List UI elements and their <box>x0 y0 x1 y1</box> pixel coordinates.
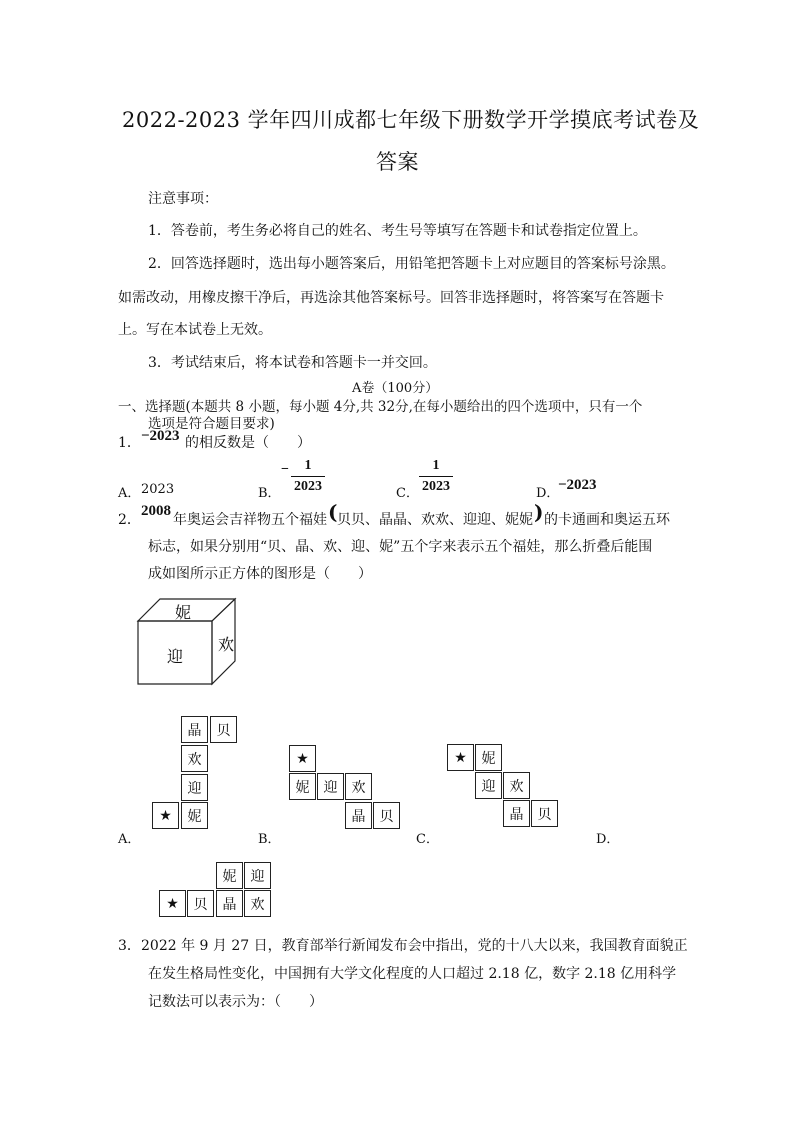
q2-close-paren: ) <box>534 500 544 524</box>
net-b-cell: 晶 <box>345 802 372 829</box>
notice-item-2-line1: 2．回答选择题时，选出每小题答案后，用铅笔把答题卡上对应题目的答案标号涂黑。 <box>148 256 675 272</box>
notice-item-1: 1．答卷前，考生务必将自己的姓名、考生号等填写在答题卡和试卷指定位置上。 <box>148 223 647 239</box>
q3-number: 3． <box>118 938 141 954</box>
notice-heading: 注意事项： <box>148 191 218 207</box>
cube-front-label: 迎 <box>167 647 184 666</box>
net-c-cell: 贝 <box>531 800 558 827</box>
net-b-label: B． <box>258 832 281 847</box>
q1-expression: −2023 <box>141 428 180 444</box>
net-a-cell: 妮 <box>181 802 208 829</box>
net-b-cell: 迎 <box>317 773 344 800</box>
q2-number: 2． <box>118 512 141 528</box>
net-d-cell: 贝 <box>187 890 214 917</box>
section-heading-line2: 选项是符合题目要求) <box>148 416 275 432</box>
net-d-cell: 迎 <box>244 862 271 889</box>
q1-option-b-fraction <box>291 458 325 495</box>
notice-item-3: 3．考试结束后，将本试卷和答题卡一并交回。 <box>148 355 437 371</box>
notice-item-2-line2: 如需改动，用橡皮擦干净后，再选涂其他答案标号。回答非选择题时，将答案写在答题卡 <box>118 290 664 306</box>
notice-item-2-line3: 上。写在本试卷上无效。 <box>118 322 272 338</box>
q3-line3: 记数法可以表示为：（ ） <box>148 994 323 1010</box>
cube-right-label: 欢 <box>218 635 235 654</box>
net-a-label: A． <box>118 832 141 847</box>
q1-option-a-label: A． <box>118 486 141 501</box>
fraction-denominator: 2023 <box>294 479 322 494</box>
q2-year: 2008 <box>141 503 171 519</box>
net-d-label: D． <box>596 832 620 847</box>
net-a-cell: 贝 <box>210 716 237 743</box>
net-a-cell: 迎 <box>181 774 208 801</box>
volume-a-heading: A卷（100分） <box>352 381 439 396</box>
q2-text-paren: 贝贝、晶晶、欢欢、迎迎、妮妮 <box>337 512 533 528</box>
q1-option-b-sign: − <box>281 462 289 477</box>
q1-option-c-label: C． <box>396 486 419 501</box>
net-d-star-cell: ★ <box>159 890 186 917</box>
q1-number: 1． <box>118 435 141 451</box>
net-b-cell: 妮 <box>289 773 316 800</box>
net-b-cell: 欢 <box>345 773 372 800</box>
net-a-star-cell: ★ <box>152 802 179 829</box>
net-b-star-cell: ★ <box>289 745 316 772</box>
q1-text: 的相反数是（ ） <box>185 435 311 451</box>
net-c-cell: 晶 <box>503 800 530 827</box>
fraction-bar <box>419 476 453 477</box>
net-c-cell: 欢 <box>503 772 530 799</box>
q1-option-d-value: −2023 <box>558 477 597 493</box>
fraction-numerator: 1 <box>432 458 440 473</box>
net-c-label: C． <box>416 832 439 847</box>
q3-line2: 在发生格局性变化，中国拥有大学文化程度的人口超过 2.18 亿，数字 2.18 亿用科学 <box>148 966 677 982</box>
q2-line3: 成如图所示正方体的图形是（ ） <box>148 566 372 582</box>
net-c-cell: 迎 <box>475 772 502 799</box>
net-d-cell: 晶 <box>216 890 243 917</box>
q3-line1: 2022 年 9 月 27 日，教育部举行新闻发布会中指出，党的十八大以来，我国教育面貌正 <box>141 938 688 954</box>
q2-open-paren: ( <box>328 500 338 524</box>
net-c-star-cell: ★ <box>447 744 474 771</box>
fraction-denominator: 2023 <box>422 479 450 494</box>
net-d-cell: 妮 <box>216 862 243 889</box>
cube-top-label: 妮 <box>175 603 192 622</box>
q1-option-c-fraction <box>419 458 453 495</box>
q1-option-d-label: D． <box>536 486 560 501</box>
page-title-line2: 答案 <box>376 150 419 174</box>
fraction-bar <box>291 476 325 477</box>
q1-option-b-label: B． <box>258 486 281 501</box>
q1-option-a-value: 2023 <box>141 482 175 497</box>
q2-line2: 标志，如果分别用“贝、晶、欢、迎、妮”五个字来表示五个福娃，那么折叠后能围 <box>148 539 653 555</box>
net-a-cell: 欢 <box>181 745 208 772</box>
net-c-cell: 妮 <box>475 744 502 771</box>
section-heading-line1: 一、选择题(本题共 8 小题，每小题 4分,共 32分,在每小题给出的四个选项中，只有一个 <box>118 399 643 415</box>
q2-text-b: 的卡通画和奥运五环 <box>544 512 670 528</box>
net-b-cell: 贝 <box>373 802 400 829</box>
q2-text-a: 年奥运会吉祥物五个福娃 <box>173 512 327 528</box>
net-d-cell: 欢 <box>244 890 271 917</box>
page-title-line1: 2022-2023 学年四川成都七年级下册数学开学摸底考试卷及 <box>122 108 700 132</box>
fraction-numerator: 1 <box>304 458 312 473</box>
net-a-cell: 晶 <box>181 716 208 743</box>
